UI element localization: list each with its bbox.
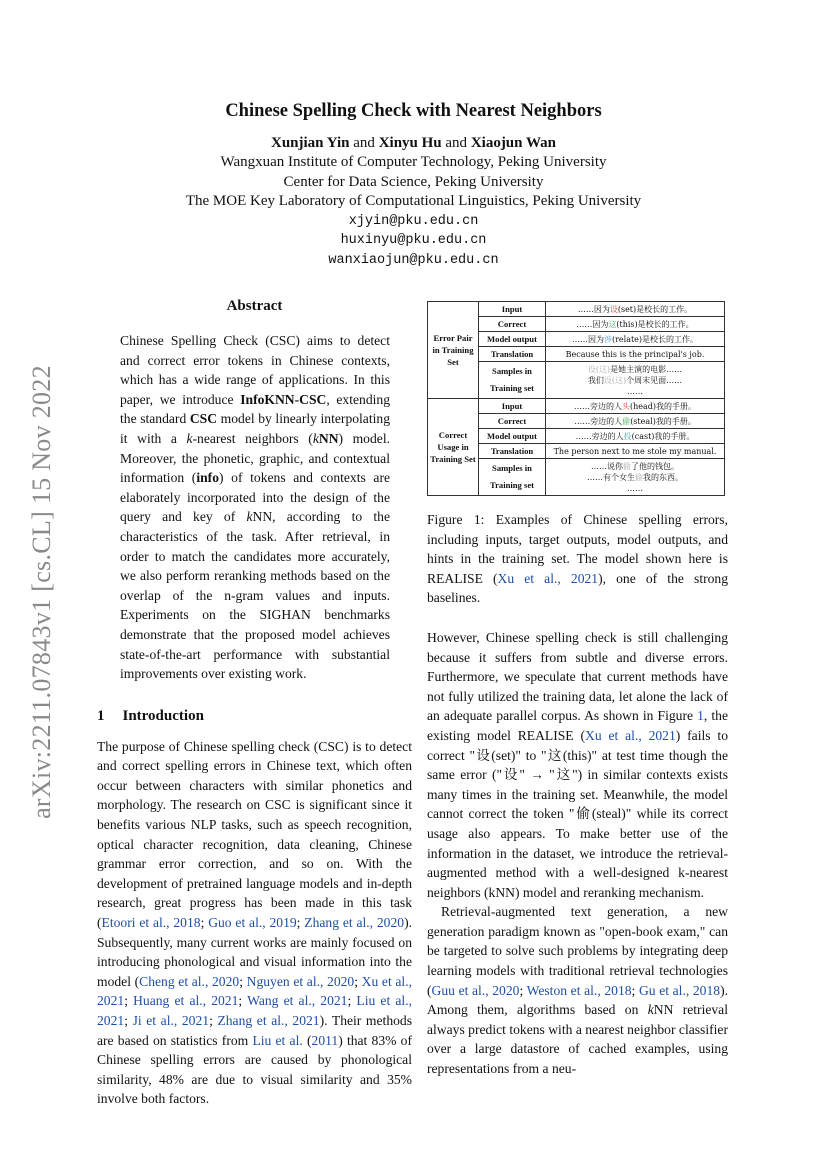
row-value <box>546 362 725 399</box>
row-label: Samples in Training set <box>479 459 546 496</box>
citation-link[interactable]: Wang et al., 2021 <box>247 993 348 1009</box>
text-run: Because this is the principal's job. <box>565 349 705 359</box>
email: wanxiaojun@pku.edu.cn <box>328 252 499 268</box>
row-value <box>546 399 725 414</box>
section-number: 1 <box>97 707 105 724</box>
row-value <box>546 302 725 317</box>
row-label: Samples in Training set <box>479 362 546 399</box>
text-run: 了他的钱包。 <box>631 461 679 471</box>
text-run: ……因为 <box>577 304 610 314</box>
affiliation: The MOE Key Laboratory of Computational Linguistics, Peking University <box>185 193 642 210</box>
row-value <box>546 459 725 496</box>
text-run: ; <box>296 915 305 931</box>
citation-link[interactable]: Guo et al., 2019 <box>208 915 297 931</box>
text-run: (set)是校长的工作。 <box>617 304 693 314</box>
text-run: (cast)我的手册。 <box>631 431 695 441</box>
abstract-body <box>120 331 390 684</box>
paper-title: Chinese Spelling Check with Nearest Neighbors <box>225 101 602 121</box>
citation-link[interactable]: 1 <box>697 708 704 724</box>
text-run: ( <box>302 1032 312 1048</box>
author-separator: and <box>445 135 468 151</box>
citation-link[interactable]: Liu et al. <box>252 1032 303 1048</box>
text-run: ). Subsequently, many current works are mainly focused on introducing phonological and visual information into the model ( <box>97 915 413 989</box>
row-value <box>546 429 725 444</box>
text-run: ; <box>124 1013 133 1028</box>
citation-link[interactable]: Xu et al., 2021 <box>497 570 599 586</box>
text-run: ……因为 <box>576 319 609 329</box>
text-run: 我们 <box>587 375 604 385</box>
text-run: k <box>647 1002 654 1018</box>
citation-link[interactable]: Xu et al., 2021 <box>585 727 676 743</box>
text-run: However, Chinese spelling check is still challenging because it suffers from subtle and diverse errors. Furthermore, we speculate that current methods have not fully utilized the training data, let alone the lack of an adequate parallel corpus. As shown in Figure <box>427 629 728 724</box>
highlighted-char: 设(这) <box>603 375 627 385</box>
group-label: Correct Usage in Training Set <box>428 399 479 496</box>
text-run: …… <box>627 386 643 396</box>
text-run: ……有个女生 <box>587 472 635 482</box>
text-run: ). Among them, algorithms based on <box>427 982 728 1018</box>
highlighted-char: 设 <box>609 304 618 314</box>
figure-1-table <box>427 301 725 496</box>
highlighted-char: 设(这) <box>587 364 611 374</box>
citation-link[interactable]: Ji et al., 2021 <box>132 1013 210 1028</box>
text-run: , extending the standard <box>120 391 390 427</box>
table-row <box>428 399 725 414</box>
text-run: ; <box>209 1013 218 1028</box>
highlighted-char: 投 <box>623 431 632 441</box>
text-run: NN retrieval always predict tokens with a nearest neighbor classifier over a large datastore of cached examples, using representations from a neu- <box>427 1002 728 1077</box>
text-run: Retrieval-augmented text generation, a new generation paradigm known as "open-book exam," can be targeted to solve such problems by integrating deep learning models with traditional retrieval technologies ( <box>427 904 728 998</box>
text-run: ……旁边的人 <box>575 431 624 441</box>
figure-1-caption <box>427 510 728 608</box>
citation-link[interactable]: Guu et al., 2020 <box>431 982 520 998</box>
abstract-heading: Abstract <box>226 298 283 314</box>
text-run: 个周末见面…… <box>626 375 683 385</box>
text-run: ) fails to correct "设(set)" to "这(this)" at test time though the same error ("设" → "这") in similar contexts exists many times in the training set. Meanwhile, the model cannot correct the token "偷(steal)" while its correct usage also appears. To make better use of the information in the dataset, we introduce the retrieval-augmented method with a well-designed k-nearest neighbors (kNN) model and reranking mechanism. <box>427 727 728 900</box>
introduction-body <box>97 737 412 1109</box>
citation-link[interactable]: Gu et al., 2018 <box>638 982 721 998</box>
text-run: ; <box>347 993 357 1009</box>
text-run: ; <box>631 982 639 998</box>
email: xjyin@pku.edu.cn <box>348 213 479 229</box>
author-separator: and <box>353 135 375 151</box>
highlighted-char: 涉 <box>603 334 612 344</box>
citation-link[interactable]: 2011 <box>311 1032 339 1048</box>
citation-link[interactable]: Liu et al., 2021 <box>97 993 412 1028</box>
text-run: ; <box>354 973 362 989</box>
text-run: ……旁边的人 <box>573 401 622 411</box>
citation-link[interactable]: Cheng et al., 2020 <box>139 973 240 989</box>
text-run: (relate)是校长的工作。 <box>611 334 699 344</box>
row-label: Model output <box>479 332 546 347</box>
row-label: Model output <box>479 429 546 444</box>
highlighted-char: 这 <box>608 319 617 329</box>
group-label: Error Pair in Training Set <box>428 302 479 399</box>
highlighted-char: 偷 <box>635 472 643 482</box>
paragraph <box>120 331 390 684</box>
paragraph <box>97 737 412 1109</box>
right-column <box>427 301 728 1079</box>
text-run: …… <box>627 483 643 493</box>
row-label: Correct <box>479 317 546 332</box>
arxiv-sidebar-stamp: arXiv:2211.07843v1 [cs.CL] 15 Nov 2022 <box>27 365 56 819</box>
citation-link[interactable]: Zhang et al., 2020 <box>304 915 405 931</box>
text-run: info <box>196 470 220 486</box>
affiliation: Center for Data Science, Peking University <box>283 173 544 190</box>
text-run: 我的东西。 <box>643 472 683 482</box>
text-run: ……因为 <box>571 334 604 344</box>
citation-link[interactable]: Huang et al., 2021 <box>133 993 239 1009</box>
text-run: (steal)我的手册。 <box>630 416 696 426</box>
left-column <box>97 296 412 1109</box>
paragraph <box>427 510 728 608</box>
row-label: Translation <box>479 444 546 459</box>
row-value <box>546 444 725 459</box>
text-run: ; <box>519 982 527 998</box>
text-run: ; <box>124 993 134 1009</box>
text-run: InfoKNN-CSC <box>240 391 327 407</box>
text-run: ; <box>239 973 247 989</box>
author-name: Xinyu Hu <box>378 135 442 151</box>
right-column-body <box>427 628 728 1079</box>
text-run: NN, according to the characteristics of the task. After retrieval, in order to match the candidates more accurately, we also perform reranking methods based on the overlap of the n-gram values and inputs. Experiments on the SIGHAN benchmarks demonstrate that the proposed model achieves state-of-the-art performance with substantial improvements over existing work. <box>120 509 390 682</box>
row-label: Input <box>479 399 546 414</box>
text-run: ……说你 <box>591 461 623 471</box>
table-row <box>428 302 725 317</box>
text-run: 是她主演的电影…… <box>610 364 683 374</box>
text-run: ……旁边的人 <box>574 416 623 426</box>
highlighted-char: 偷 <box>623 461 631 471</box>
text-run: CSC <box>189 411 218 427</box>
text-run: k <box>246 509 253 525</box>
text-run: ; <box>200 915 209 931</box>
text-run: The purpose of Chinese spelling check (CSC) is to detect and correct spelling errors in Chinese text, which often occur between characters with similar phonetics and morphology. The research on CSC is significant since it benefits various NLP tasks, such as speech recognition, optical character recognition, data cleaning, Chinese grammar error correction, and so on. With the development of pretrained language models and in-depth research, great progress has been made in this task ( <box>97 738 412 931</box>
row-value <box>546 332 725 347</box>
author-list <box>0 134 827 153</box>
text-run: ) of tokens and contexts are elaborately incorporated into the design of the query and key of <box>120 470 391 525</box>
row-label: Correct <box>479 414 546 429</box>
affiliation: Wangxuan Institute of Computer Technology, Peking University <box>220 154 607 170</box>
text-run: -nearest neighbors ( <box>192 430 313 446</box>
text-run: Chinese Spelling Check (CSC) aims to detect and correct error tokens in Chinese contexts, which has a wide range of applications. In this paper, we introduce <box>120 333 390 407</box>
row-value <box>546 414 725 429</box>
highlighted-char: 偷 <box>622 416 631 426</box>
citation-link[interactable]: Etoori et al., 2018 <box>101 915 201 931</box>
row-label: Translation <box>479 347 546 362</box>
text-run: Figure 1: Examples of Chinese spelling errors, including inputs, target outputs, model outputs, and hints in the training set. The model shown here is REALISE ( <box>427 512 728 586</box>
text-run: model by linearly interpolating it with a <box>120 411 390 446</box>
text-run: ; <box>238 993 248 1009</box>
highlighted-char: 头 <box>621 401 630 411</box>
citation-link[interactable]: Nguyen et al., 2020 <box>246 973 355 989</box>
text-run: k <box>186 430 193 446</box>
section-title: Introduction <box>122 707 204 724</box>
paper-header <box>0 100 827 271</box>
author-name: Xiaojun Wan <box>470 135 556 151</box>
text-run: k <box>312 430 319 446</box>
text-run: , the existing model REALISE ( <box>427 708 728 743</box>
text-run: ), one of the strong baselines. <box>427 570 729 606</box>
row-label: Input <box>479 302 546 317</box>
citation-link[interactable]: Zhang et al., 2021 <box>217 1013 320 1028</box>
text-run: ) model. Moreover, the phonetic, graphic, and contextual information ( <box>120 430 390 486</box>
text-run: NN <box>318 430 339 446</box>
section-heading-introduction <box>97 706 412 726</box>
paragraph <box>427 628 728 902</box>
text-run: ). Their methods are based on statistics from <box>97 1013 412 1048</box>
text-run: ) that 83% of Chinese spelling errors are caused by phonological similarity, 48% are due to visual similarity and 35% involve both factors. <box>97 1032 412 1107</box>
text-run: The person next to me stole my manual. <box>553 446 717 456</box>
citation-link[interactable]: Weston et al., 2018 <box>526 982 632 998</box>
author-name: Xunjian Yin <box>271 135 350 151</box>
row-value <box>546 317 725 332</box>
paragraph <box>427 902 728 1078</box>
citation-link[interactable]: Xu et al., 2021 <box>97 973 412 1009</box>
row-value <box>546 347 725 362</box>
text-run: (head)我的手册。 <box>629 401 697 411</box>
email: huxinyu@pku.edu.cn <box>340 233 487 249</box>
text-run: (this)是校长的工作。 <box>616 319 694 329</box>
